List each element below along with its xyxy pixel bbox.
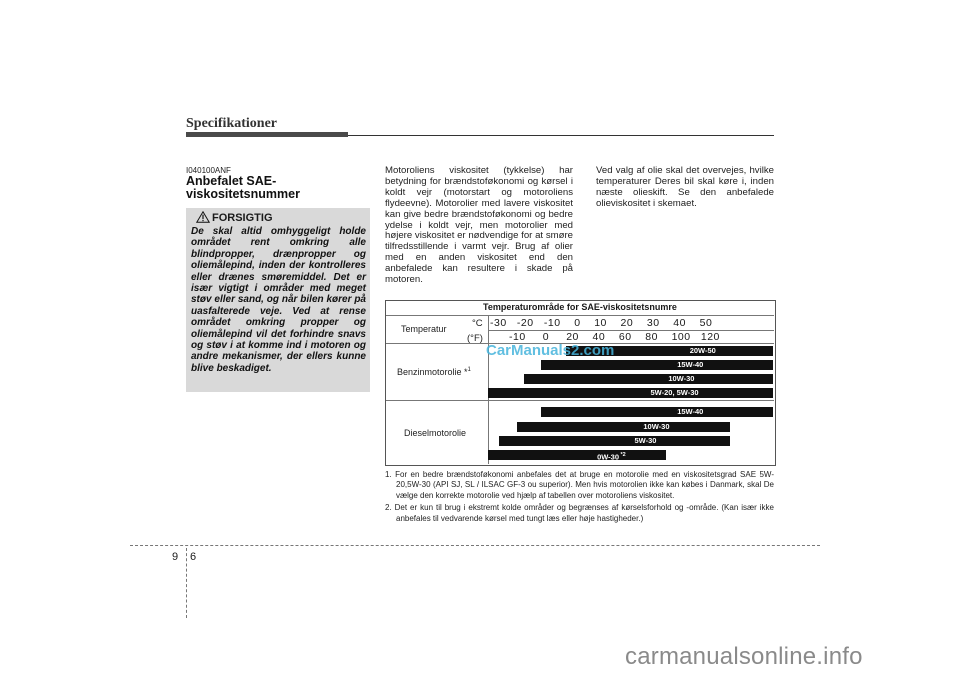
gasoline-bar-1 bbox=[541, 360, 773, 370]
page-divider-vertical bbox=[186, 548, 187, 618]
caution-text: De skal altid omhyggeligt holde området rent omkring alle blindpropper, drænpropper og oliemålepind, inden der kontrolleres eller drænes smøremiddel. Det er især vigtigt i områder med meget støv eller sand, og når bilen kører på uasfalterede veje. Ved at rense området omkring propper og oliemålepind vil det forhindre snavs og støv i at komme ind i motoren og andre mekanismer, der ellers kunne blive beskadiget. bbox=[191, 226, 366, 374]
fahrenheit-ticks: -10 0 20 40 60 80 100 120 bbox=[509, 331, 720, 343]
diesel-bar-label-0: 15W-40 bbox=[677, 407, 704, 416]
footnotes bbox=[385, 470, 774, 524]
diesel-bar-2 bbox=[499, 436, 731, 446]
viscosity-paragraph: Motoroliens viskositet (tykkelse) har betydning for brændstoføkonomi og kørsel i koldt vejr (motorstart og motoroliens flydeevne). Motorolier med lavere viskositet kan give bedre brændstoføkonomi og bedre ydelse i koldt vejr, men motorolier med højere viskositet er nødvendige for at smøre tilfredsstillende i varmt vejr. Brug af olier med en anden viskositet end den anbefalede kan resultere i skade på motoren. bbox=[385, 165, 573, 286]
page-number: 6 bbox=[190, 551, 197, 563]
header-rule-accent bbox=[186, 132, 348, 137]
gasoline-label-text: Benzinmotorolie * bbox=[397, 367, 468, 377]
caution-title: FORSIGTIG bbox=[212, 212, 273, 224]
footer-watermark: carmanualsonline.info bbox=[625, 643, 863, 670]
diesel-bar-footnote-3: *2 bbox=[619, 452, 626, 458]
footnote-2: 2. Det er kun til brug i ekstremt kolde områder og begrænses af kørselsforhold og -område. (Kan især ikke anbefales til vedvarende kørsel med tungt læs eller høje hastigheder.) bbox=[385, 503, 774, 523]
diesel-label: Dieselmotorolie bbox=[404, 428, 467, 438]
chapter-number: 9 bbox=[172, 551, 179, 563]
fahrenheit-unit: (°F) bbox=[467, 333, 483, 344]
footnote-1: 1. For en bedre brændstoføkonomi anbefales det at bruge en motorolie med en viskositetsgrad SAE 5W-20,5W-30 (API SJ, SL / ILSAC GF-3 ou superior). Men hvis motorolien ikke kan købes i Danmark, skal De vælge den korrekte motorolie ved hjælp af tabellen over motoroliens viskositet. bbox=[385, 470, 774, 500]
gasoline-bar-label-2: 10W-30 bbox=[668, 374, 695, 383]
gasoline-bar-2 bbox=[524, 374, 773, 384]
gasoline-footnote: 1 bbox=[467, 367, 471, 373]
gasoline-bar-label-1: 15W-40 bbox=[677, 360, 704, 369]
diesel-bar-0 bbox=[541, 407, 773, 417]
celsius-ticks: -30 -20 -10 0 10 20 30 40 50 bbox=[490, 317, 713, 329]
diesel-bar-label-1: 10W-30 bbox=[643, 422, 670, 431]
selection-paragraph: Ved valg af olie skal det overvejes, hvilke temperaturer Deres bil skal køre i, inden næste olieskift. Se den anbefalede olieviskositet i skemaet. bbox=[596, 165, 774, 209]
table-title: Temperaturområde for SAE-viskositetsnumre bbox=[483, 302, 677, 312]
page-heading: Anbefalet SAE-viskositetsnummer bbox=[186, 174, 300, 201]
section-title: Specifikationer bbox=[186, 116, 277, 131]
doc-code: I040100ANF bbox=[186, 166, 231, 175]
diesel-bar-label-2: 5W-30 bbox=[634, 436, 657, 445]
warning-triangle-icon bbox=[196, 211, 210, 223]
gasoline-bar-label-0: 20W-50 bbox=[689, 346, 716, 355]
watermark: CarManuals2.com bbox=[486, 342, 615, 359]
temperature-label: Temperatur bbox=[401, 324, 447, 334]
gasoline-bar-3 bbox=[488, 388, 773, 398]
gasoline-bar-label-3: 5W-20, 5W-30 bbox=[650, 388, 699, 397]
diesel-bar-label-3: 0W-30 $^{*2}$ bbox=[597, 452, 626, 462]
celsius-unit: °C bbox=[472, 318, 483, 329]
page-divider bbox=[130, 545, 820, 546]
gasoline-label bbox=[397, 367, 471, 377]
table-divider-gasoline bbox=[386, 400, 774, 401]
diesel-bar-3 bbox=[488, 450, 666, 460]
diesel-bar-1 bbox=[517, 422, 731, 432]
